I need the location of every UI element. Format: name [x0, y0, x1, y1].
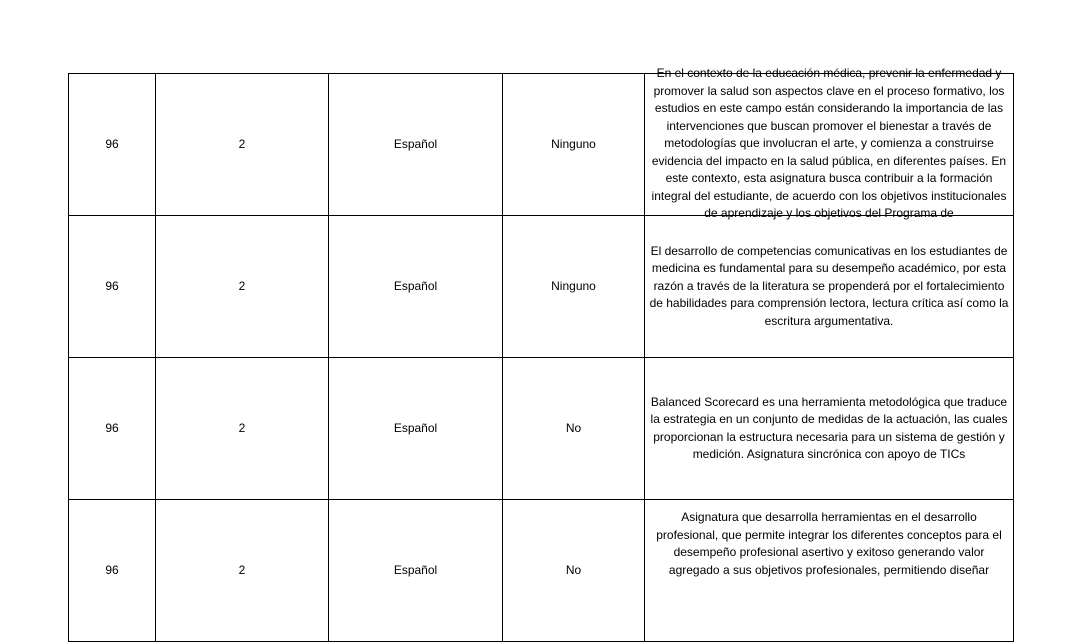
prerequisite-cell: No [503, 358, 645, 500]
table-row [69, 500, 1014, 642]
description-cell [645, 66, 1014, 220]
description-text: Asignatura que desarrolla herramientas en el desarrollo profesional, que permite integrar los diferentes conceptos para el desempeño profesional asertivo y exitoso generando valor agregado a sus objetivos profesionales, permitiendo diseñar [656, 510, 1002, 577]
description-cell [645, 358, 1014, 500]
language-cell: Español [329, 358, 503, 500]
table-row [69, 358, 1014, 500]
hours-cell: 96 [69, 74, 156, 216]
language-cell: Español [329, 216, 503, 358]
prerequisite-cell: No [503, 500, 645, 642]
table-row [69, 74, 1014, 216]
description-text: En el contexto de la educación médica, prevenir la enfermedad y promover la salud son aspectos clave en el proceso formativo, los estudios en este campo están considerando la importancia de las intervenciones que buscan promover el bienestar a través de metodologías que involucran el arte, y comienza a construirse evidencia del impacto en la salud pública, en diferentes países. En este contexto, esta asignatura busca contribuir a la formación integral del estudiante, de acuerdo con los objetivos institucionales de aprendizaje y los objetivos del Programa de [651, 66, 1007, 220]
hours-cell: 96 [69, 216, 156, 358]
hours-cell: 96 [69, 500, 156, 642]
language-cell: Español [329, 500, 503, 642]
description-text: El desarrollo de competencias comunicativas en los estudiantes de medicina es fundamental para su desempeño académico, por esta razón a través de la literatura se propenderá por el fortalecimiento de habilidades para comprensión lectora, lectura crítica así como la escritura argumentativa. [649, 243, 1009, 328]
description-cell [645, 216, 1014, 358]
language-cell: Español [329, 74, 503, 216]
course-table [68, 66, 1014, 642]
credits-cell: 2 [156, 74, 329, 216]
table-row [69, 216, 1014, 358]
prerequisite-cell: Ninguno [503, 74, 645, 216]
description-cell [645, 500, 1014, 642]
credits-cell: 2 [156, 216, 329, 358]
credits-cell: 2 [156, 358, 329, 500]
description-text: Balanced Scorecard es una herramienta metodológica que traduce la estrategia en un conjunto de medidas de la actuación, las cuales proporcionan la estructura necesaria para un sistema de gestión y medición. Asignatura sincrónica con apoyo de TICs [650, 394, 1008, 461]
hours-cell: 96 [69, 358, 156, 500]
prerequisite-cell: Ninguno [503, 216, 645, 358]
credits-cell: 2 [156, 500, 329, 642]
